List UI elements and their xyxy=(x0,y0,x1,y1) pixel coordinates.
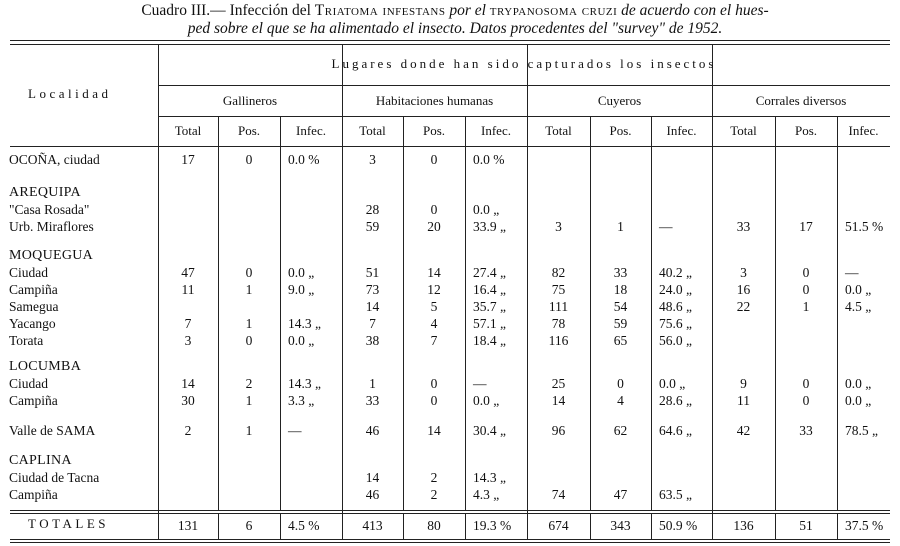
rule-groups xyxy=(158,85,890,86)
value-cell: 96 xyxy=(551,423,566,438)
infec-cell: 28.6 „ xyxy=(659,393,692,408)
value-cell: 54 xyxy=(613,299,628,314)
value-cell: 33 xyxy=(613,265,628,280)
value-cell: 0 xyxy=(802,282,810,297)
infec-cell: 56.0 „ xyxy=(659,333,692,348)
rule-subcol-1 xyxy=(280,116,281,510)
subcol-header: Infec. xyxy=(848,123,879,138)
value-cell: 51 xyxy=(799,518,813,533)
value-cell: 18 xyxy=(613,282,628,297)
rule-subcol-tot-7 xyxy=(837,513,838,539)
value-cell: 33 xyxy=(365,393,380,408)
value-cell: 6 xyxy=(245,518,253,533)
locality-name: Torata xyxy=(9,333,44,348)
value-cell: 1 xyxy=(369,376,376,391)
value-cell: 7 xyxy=(184,316,192,331)
infec-cell: 24.0 „ xyxy=(659,282,692,297)
value-cell: 116 xyxy=(548,333,569,348)
value-cell: 20 xyxy=(427,219,441,234)
value-cell: 1 xyxy=(245,423,253,438)
value-cell: 14 xyxy=(365,299,380,314)
value-cell: 59 xyxy=(613,316,628,331)
infec-cell: 0.0 „ xyxy=(288,333,315,348)
infec-cell: 3.3 „ xyxy=(288,393,315,408)
locality-name: Campiña xyxy=(9,487,58,502)
value-cell: 0 xyxy=(802,393,810,408)
value-cell: 1 xyxy=(617,219,624,234)
locality-name: Urb. Miraflores xyxy=(9,219,94,234)
rule-bottom-2 xyxy=(10,542,890,543)
subcol-header: Pos. xyxy=(609,123,632,138)
infec-cell: 0.0 „ xyxy=(473,393,500,408)
locality-name: "Casa Rosada" xyxy=(9,202,90,217)
value-cell: 0 xyxy=(430,202,438,217)
infec-cell: 37.5 % xyxy=(845,518,884,533)
infec-cell: 0.0 „ xyxy=(845,393,872,408)
value-cell: 111 xyxy=(548,299,569,314)
infec-cell: 30.4 „ xyxy=(473,423,506,438)
infec-cell: 0.0 „ xyxy=(659,376,686,391)
rule-subcol-5 xyxy=(651,116,652,510)
value-cell: 4 xyxy=(430,316,438,331)
infec-cell: 75.6 „ xyxy=(659,316,692,331)
infec-cell: 40.2 „ xyxy=(659,265,692,280)
value-cell: 413 xyxy=(362,518,383,533)
value-cell: 0 xyxy=(245,265,253,280)
value-cell: 0 xyxy=(430,376,438,391)
rule-totals-top xyxy=(10,510,890,511)
infec-cell: 27.4 „ xyxy=(473,265,506,280)
value-cell: 1 xyxy=(802,299,810,314)
subcol-header: Total xyxy=(730,123,757,138)
infec-cell: 9.0 „ xyxy=(288,282,315,297)
value-cell: 14 xyxy=(427,423,441,438)
value-cell: 30 xyxy=(181,393,195,408)
infec-cell: 0.0 % xyxy=(473,152,505,167)
value-cell: 2 xyxy=(430,470,438,485)
value-cell: 7 xyxy=(430,333,438,348)
value-cell: 74 xyxy=(551,487,566,502)
subcol-header: Total xyxy=(545,123,572,138)
rule-subcol-3 xyxy=(465,116,466,510)
subcol-header: Infec. xyxy=(296,123,326,138)
table-caption xyxy=(40,2,870,38)
rule-subcol-7 xyxy=(837,116,838,510)
value-cell: 0 xyxy=(430,152,438,167)
infec-cell: 0.0 „ xyxy=(473,202,500,217)
rule-header-bottom xyxy=(10,146,890,147)
value-cell: 2 xyxy=(184,423,192,438)
rule-totals-top-2 xyxy=(10,513,890,514)
infec-cell: 50.9 % xyxy=(659,518,698,533)
value-cell: 0 xyxy=(802,265,810,280)
value-cell: 343 xyxy=(610,518,631,533)
rule-top xyxy=(10,40,890,41)
infec-cell: 57.1 „ xyxy=(473,316,506,331)
locality-name: Ciudad xyxy=(9,265,48,280)
group-name: LOCUMBA xyxy=(9,359,82,374)
value-cell: 3 xyxy=(555,219,562,234)
infec-cell: 4.5 „ xyxy=(845,299,872,314)
group-name: CAPLINA xyxy=(9,453,72,468)
subcol-header: Pos. xyxy=(794,123,818,138)
value-cell: 0 xyxy=(802,376,810,391)
infec-cell: 0.0 „ xyxy=(288,265,315,280)
value-cell: 3 xyxy=(740,265,747,280)
caption-parasite: trypanosoma cruzi xyxy=(489,2,618,19)
infec-cell: 18.4 „ xyxy=(473,333,506,348)
locality-name: Campiña xyxy=(9,393,58,408)
value-cell: 65 xyxy=(613,333,628,348)
value-cell: 11 xyxy=(181,282,195,297)
value-cell: 7 xyxy=(369,316,376,331)
rule-subcol-tot-5 xyxy=(651,513,652,539)
infec-cell: 14.3 „ xyxy=(473,470,506,485)
value-cell: 5 xyxy=(430,299,438,314)
value-cell: 11 xyxy=(737,393,750,408)
locality-name: Campiña xyxy=(9,282,58,297)
value-cell: 2 xyxy=(430,487,438,502)
value-cell: 0 xyxy=(430,393,438,408)
value-cell: 0 xyxy=(245,333,253,348)
group-header: Habitaciones humanas xyxy=(375,93,494,108)
value-cell: 47 xyxy=(181,265,195,280)
value-cell: 1 xyxy=(245,316,253,331)
value-cell: 47 xyxy=(613,487,628,502)
subcol-header: Total xyxy=(359,123,386,138)
value-cell: 17 xyxy=(181,152,195,167)
value-cell: 82 xyxy=(551,265,566,280)
value-cell: 75 xyxy=(551,282,566,297)
value-cell: 4 xyxy=(617,393,624,408)
caption-text-1: Infección del xyxy=(229,2,311,19)
caption-line-2: ped sobre el que se ha alimentado el insecto. Datos procedentes del "survey" de 1952. xyxy=(187,20,723,37)
caption-label: Cuadro III.— xyxy=(141,2,226,19)
infec-cell: — xyxy=(473,376,487,391)
value-cell: 1 xyxy=(245,282,253,297)
infec-cell: — xyxy=(845,265,859,280)
value-cell: 3 xyxy=(184,333,192,348)
value-cell: 33 xyxy=(736,219,751,234)
subcol-header: Pos. xyxy=(237,123,261,138)
infec-cell: 4.5 % xyxy=(288,518,320,533)
rule-subcol-0 xyxy=(218,116,219,510)
locality-name: Ciudad de Tacna xyxy=(9,470,100,485)
value-cell: 14 xyxy=(181,376,195,391)
caption-text-3: de acuerdo con el hues- xyxy=(621,2,769,19)
value-cell: 12 xyxy=(427,282,441,297)
value-cell: 62 xyxy=(613,423,628,438)
group-header: Gallineros xyxy=(222,93,278,108)
value-cell: 46 xyxy=(365,423,380,438)
rule-bottom xyxy=(10,539,890,540)
infec-cell: 0.0 „ xyxy=(845,282,872,297)
value-cell: 14 xyxy=(427,265,441,280)
value-cell: 33 xyxy=(799,423,813,438)
caption-line-1 xyxy=(40,2,870,20)
value-cell: 78 xyxy=(551,316,566,331)
value-cell: 22 xyxy=(736,299,751,314)
infec-cell: 0.0 % xyxy=(288,152,320,167)
rule-subcol-tot-1 xyxy=(280,513,281,539)
rule-subcols xyxy=(158,116,890,117)
infec-cell: 63.5 „ xyxy=(659,487,692,502)
locality-name: Ciudad xyxy=(9,376,48,391)
locality-name: OCOÑA, ciudad xyxy=(9,152,100,167)
totals-label: TOTALES xyxy=(28,516,109,531)
value-cell: 28 xyxy=(365,202,380,217)
value-cell: 9 xyxy=(740,376,747,391)
infec-cell: — xyxy=(288,423,302,438)
locality-name: Samegua xyxy=(9,299,59,314)
value-cell: 73 xyxy=(365,282,380,297)
rule-top-2 xyxy=(10,44,890,45)
infec-cell: 78.5 „ xyxy=(845,423,878,438)
locality-name: Valle de SAMA xyxy=(9,423,96,438)
localidad-header: Localidad xyxy=(28,86,112,101)
value-cell: 51 xyxy=(365,265,380,280)
subcol-header: Pos. xyxy=(422,123,446,138)
subcol-header: Infec. xyxy=(666,123,697,138)
infec-cell: 64.6 „ xyxy=(659,423,692,438)
caption-text-2: por el xyxy=(449,2,486,19)
value-cell: 131 xyxy=(177,518,199,533)
caption-species: Triatoma infestans xyxy=(314,2,446,19)
locality-name: Yacango xyxy=(9,316,56,331)
value-cell: 46 xyxy=(365,487,380,502)
value-cell: 80 xyxy=(427,518,441,533)
value-cell: 59 xyxy=(365,219,380,234)
group-name: AREQUIPA xyxy=(9,185,81,200)
subcol-header: Infec. xyxy=(481,123,511,138)
infec-cell: 33.9 „ xyxy=(473,219,506,234)
value-cell: 17 xyxy=(799,219,813,234)
value-cell: 674 xyxy=(548,518,569,533)
value-cell: 14 xyxy=(551,393,566,408)
value-cell: 16 xyxy=(736,282,751,297)
group-name: MOQUEGUA xyxy=(9,248,94,263)
infec-cell: 51.5 % xyxy=(845,219,884,234)
infec-cell: 19.3 % xyxy=(473,518,512,533)
value-cell: 3 xyxy=(369,152,376,167)
value-cell: 1 xyxy=(245,393,253,408)
subcol-header: Total xyxy=(174,123,202,138)
value-cell: 25 xyxy=(551,376,566,391)
group-header: Cuyeros xyxy=(597,93,642,108)
infec-cell: 14.3 „ xyxy=(288,376,321,391)
infec-cell: 4.3 „ xyxy=(473,487,500,502)
value-cell: 136 xyxy=(733,518,754,533)
value-cell: 14 xyxy=(365,470,380,485)
infec-cell: 48.6 „ xyxy=(659,299,692,314)
infec-cell: 35.7 „ xyxy=(473,299,506,314)
infec-cell: 0.0 „ xyxy=(845,376,872,391)
group-header: Corrales diversos xyxy=(755,93,847,108)
value-cell: 2 xyxy=(245,376,253,391)
value-cell: 38 xyxy=(365,333,380,348)
value-cell: 0 xyxy=(245,152,253,167)
lugares-header: Lugares donde han sido capturados los insectos xyxy=(331,56,717,71)
value-cell: 0 xyxy=(617,376,624,391)
infec-cell: — xyxy=(659,219,673,234)
infec-cell: 14.3 „ xyxy=(288,316,321,331)
value-cell: 42 xyxy=(736,423,751,438)
rule-subcol-tot-3 xyxy=(465,513,466,539)
infec-cell: 16.4 „ xyxy=(473,282,506,297)
